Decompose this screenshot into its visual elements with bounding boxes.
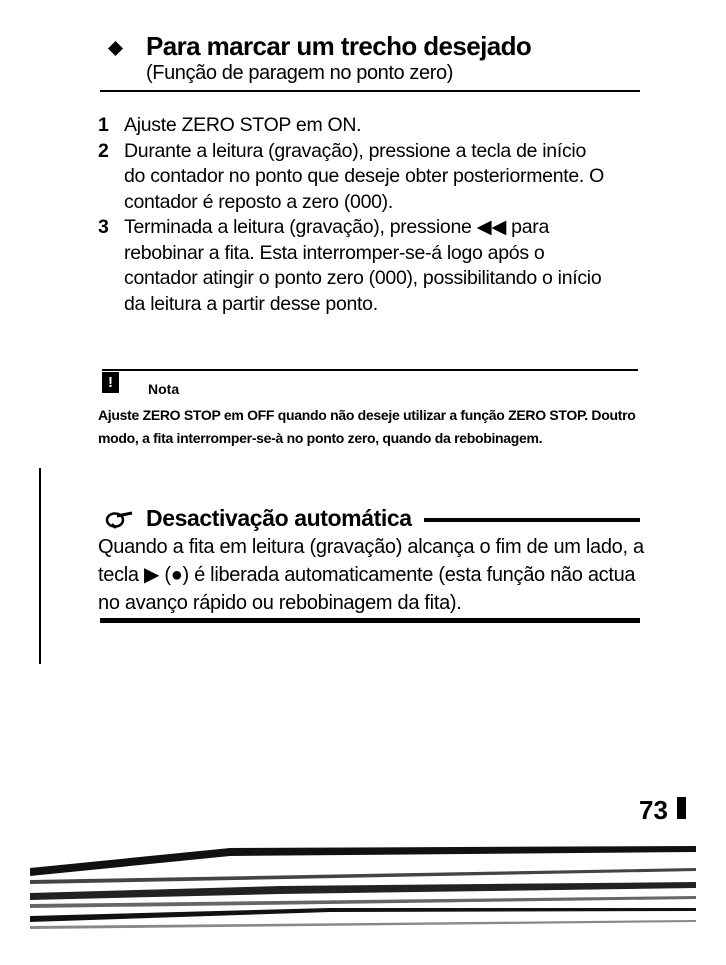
section-divider [424, 518, 640, 522]
note-text: Ajuste ZERO STOP em OFF quando não deseje utilizar a função ZERO STOP. Doutro modo, a fita interromper-se-à no ponto zero, quando da rebobinagem. [98, 407, 636, 446]
step-text: Terminada a leitura (gravação), pressione ◀◀ para rebobinar a fita. Esta interromper-se-á logo após o contador atingir o ponto zero (000), possibilitando o início da leitura a partir desse ponto. [124, 216, 602, 315]
page-marker [677, 797, 686, 819]
scan-artifact-strip [30, 838, 696, 938]
note-divider [102, 369, 638, 371]
section-text: Quando a fita em leitura (gravação) alcança o fim de um lado, a tecla ▶ (●) é liberada automaticamente (esta função não actua no avanço rápido ou rebobinagem da fita). [98, 536, 644, 614]
page-title: Para marcar um trecho desejado [146, 31, 532, 61]
diamond-bullet-icon [108, 41, 123, 56]
step-number: 2 [98, 139, 109, 162]
margin-bar [39, 468, 41, 664]
warning-icon: ! [102, 372, 119, 393]
page-number: 73 [639, 795, 668, 825]
steps-list [98, 113, 658, 317]
note-label: Nota [148, 381, 180, 397]
list-item [98, 215, 658, 317]
step-number: 1 [98, 114, 109, 136]
list-item [98, 139, 658, 216]
step-number: 3 [98, 216, 109, 238]
page-subtitle: (Função de paragem no ponto zero) [146, 62, 453, 84]
section-title: Desactivação automática [146, 505, 412, 531]
step-text: Durante a leitura (gravação), pressione a tecla de início do contador no ponto que deseje obter posteriormente. O contador é reposto a zero (000). [124, 139, 604, 213]
section-end-divider [100, 618, 640, 623]
list-item [98, 113, 658, 139]
step-text: Ajuste ZERO STOP em ON. [124, 114, 362, 136]
title-divider [100, 90, 640, 92]
pointing-hand-icon [104, 508, 134, 530]
